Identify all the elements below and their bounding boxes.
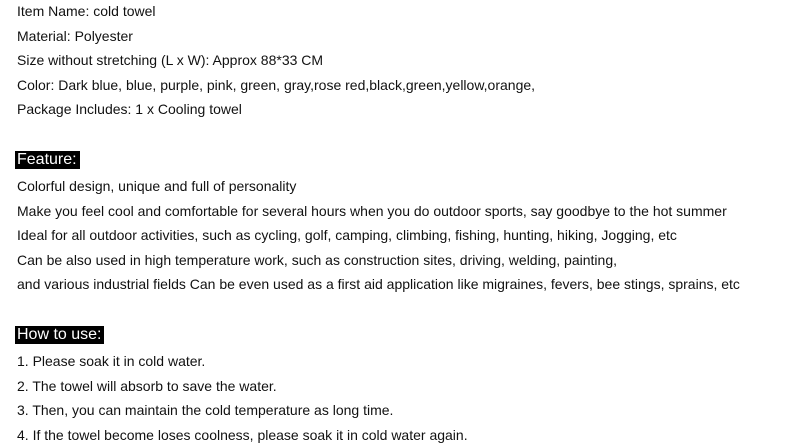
spec-label: Material: [17,28,71,44]
howto-heading: How to use: [15,326,104,344]
feature-line: and various industrial fields Can be even used as a first aid application like migraines, fevers, bee stings, sprains, etc [17,276,740,292]
spec-label: Size without stretching (L x W): [17,52,210,68]
spec-value: cold towel [89,3,156,19]
howto-step: 2. The towel will absorb to save the water. [17,378,277,394]
spec-item-name [17,1,156,21]
spec-material [17,26,133,46]
spec-color [17,75,535,95]
spec-label: Color: [17,77,55,93]
feature-heading: Feature: [15,151,80,169]
howto-step: 1. Please soak it in cold water. [17,353,206,369]
howto-step: 3. Then, you can maintain the cold temperature as long time. [17,402,394,418]
spec-label: Item Name: [17,3,90,19]
feature-line: Make you feel cool and comfortable for several hours when you do outdoor sports, say goodbye to the hot summer [17,203,727,219]
spec-value: Dark blue, blue, purple, pink, green, gray,rose red,black,green,yellow,orange, [54,77,536,93]
spec-package [17,99,242,119]
feature-line: Colorful design, unique and full of personality [17,178,297,194]
spec-value: Approx 88*33 CM [209,52,324,68]
feature-line: Ideal for all outdoor activities, such as cycling, golf, camping, climbing, fishing, hunting, hiking, Jogging, etc [17,227,677,243]
spec-label: Package Includes: [17,101,132,117]
howto-step: 4. If the towel become loses coolness, please soak it in cold water again. [17,427,468,443]
spec-size [17,50,323,70]
spec-value: 1 x Cooling towel [131,101,242,117]
feature-line: Can be also used in high temperature work, such as construction sites, driving, welding, painting, [17,252,617,268]
spec-value: Polyester [70,28,133,44]
